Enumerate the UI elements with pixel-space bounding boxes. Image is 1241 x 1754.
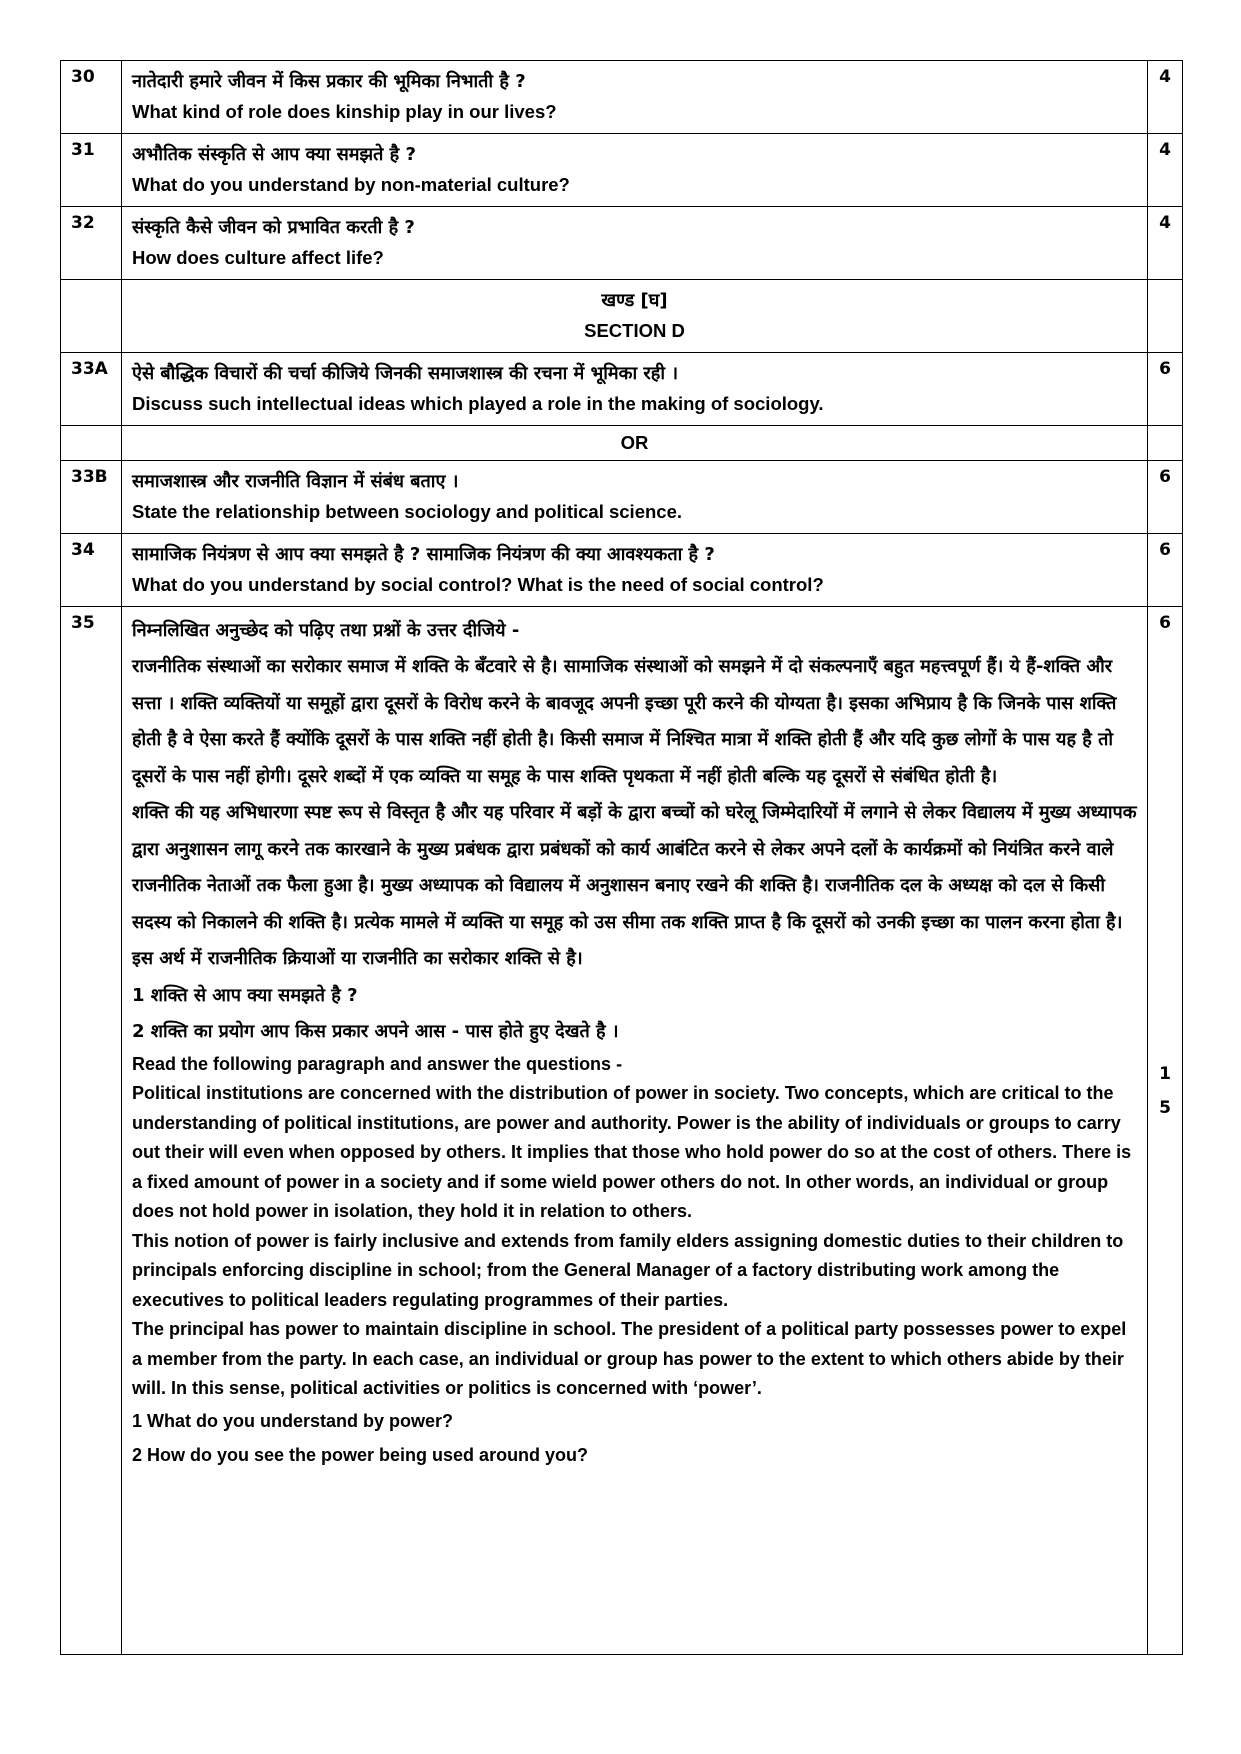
question-english: What kind of role does kinship play in our lives?: [132, 101, 557, 122]
question-row-30: [61, 61, 1183, 134]
question-hindi: अभौतिक संस्कृति से आप क्या समझते है ?: [132, 144, 416, 165]
question-hindi: संस्कृति कैसे जीवन को प्रभावित करती है ?: [132, 217, 415, 238]
passage-instruction-hindi: निम्नलिखित अनुच्छेद को पढ़िए तथा प्रश्नों के उत्तर दीजिये -: [132, 620, 520, 641]
question-marks: 6: [1148, 353, 1183, 426]
question-marks: 6: [1148, 461, 1183, 534]
section-heading-hindi: खण्ड [घ]: [601, 290, 668, 311]
or-label: OR: [122, 426, 1148, 461]
question-text: [122, 207, 1148, 280]
section-header-row: [61, 280, 1183, 353]
question-text: [122, 461, 1148, 534]
question-marks: 4: [1148, 61, 1183, 134]
question-text: [122, 607, 1148, 1655]
question-hindi: ऐसे बौद्धिक विचारों की चर्चा कीजिये जिनकी समाजशास्त्र की रचना में भूमिका रही ।: [132, 363, 679, 384]
passage-paragraph-hindi: राजनीतिक संस्थाओं का सरोकार समाज में शक्ति के बँटवारे से है। सामाजिक संस्थाओं को समझने में दो संकल्पनाएँ बहुत महत्त्वपूर्ण हैं। ये हैं-शक्ति और सत्ता । शक्ति व्यक्तियों या समूहों द्वारा दूसरों के विरोध करने के बावजूद अपनी इच्छा पूरी करने की योग्यता है। इसका अभिप्राय है कि जिनके पास शक्ति होती है वे ऐसा करते हैं क्योंकि दूसरों के पास शक्ति नहीं होती है। किसी समाज में निश्चित मात्रा में शक्ति होती हैं और यदि कुछ लोगों के पास यह है तो दूसरों के पास नहीं होगी। दूसरे शब्दों में एक व्यक्ति या समूह के पास शक्ति पृथकता में नहीं होती बल्कि यह दूसरों से संबंधित होती है।: [132, 656, 1117, 787]
passage-paragraph-english: Political institutions are concerned with the distribution of power in society. Two concepts, which are critical to the understanding of political institutions, are power and authority. Power is the ability of individuals or groups to carry out their will even when opposed by others. It implies that those who hold power do so at the cost of others. There is a fixed amount of power in a society and if some wield power others do not. In other words, an individual or group does not hold power in isolation, they hold it in relation to others.: [132, 1083, 1132, 1221]
question-english: What do you understand by social control? What is the need of social control?: [132, 574, 824, 595]
section-heading: [122, 280, 1148, 353]
question-marks: 4: [1148, 207, 1183, 280]
question-text: [122, 61, 1148, 134]
question-number: 33B: [61, 461, 122, 534]
empty-cell: [1148, 280, 1183, 353]
question-number: 33A: [61, 353, 122, 426]
question-english: What do you understand by non-material culture?: [132, 174, 570, 195]
question-hindi: सामाजिक नियंत्रण से आप क्या समझते है ? सामाजिक नियंत्रण की क्या आवश्यकता है ?: [132, 544, 715, 565]
question-row-31: [61, 134, 1183, 207]
question-marks-cell: [1148, 607, 1183, 1655]
passage-instruction-english: Read the following paragraph and answer the questions -: [132, 1053, 623, 1074]
sub-question-marks: [1158, 1057, 1172, 1125]
sub-marks-1: 1: [1159, 1064, 1171, 1084]
question-marks: 4: [1148, 134, 1183, 207]
question-text: [122, 534, 1148, 607]
sub-question-hindi: 2 शक्ति का प्रयोग आप किस प्रकार अपने आस - पास होते हुए देखते है ।: [132, 1020, 619, 1042]
passage-paragraph-hindi: शक्ति की यह अभिधारणा स्पष्ट रूप से विस्तृत है और यह परिवार में बड़ों के द्वारा बच्चों को घरेलू जिम्मेदारियों में लगाने से लेकर विद्यालय में मुख्य अध्यापक द्वारा अनुशासन लागू करने तक कारखाने के मुख्य प्रबंधक द्वारा प्रबंधकों को कार्य आबंटित करने से लेकर अपने दलों के कार्यक्रमों को नियंत्रित करने वाले राजनीतिक नेताओं तक फैला हुआ है। मुख्य अध्यापक को विद्यालय में अनुशासन बनाए रखने की शक्ति है। राजनीतिक दल के अध्यक्ष को दल से किसी सदस्य को निकालने की शक्ति है। प्रत्येक मामले में व्यक्ति या समूह को उस सीमा तक शक्ति प्राप्त है कि दूसरों को उनकी इच्छा का पालन करना होता है। इस अर्थ में राजनीतिक क्रियाओं या राजनीति का सरोकार शक्ति से है।: [132, 802, 1137, 969]
question-row-34: [61, 534, 1183, 607]
question-hindi: नातेदारी हमारे जीवन में किस प्रकार की भूमिका निभाती है ?: [132, 71, 526, 92]
question-english: Discuss such intellectual ideas which played a role in the making of sociology.: [132, 393, 824, 414]
question-marks: 6: [1148, 534, 1183, 607]
question-row-32: [61, 207, 1183, 280]
passage-paragraph-english: This notion of power is fairly inclusive and extends from family elders assigning domestic duties to their children to principals enforcing discipline in school; from the General Manager of a factory distributing work among the executives to political leaders regulating programmes of their parties.: [132, 1230, 1124, 1310]
empty-cell: [1148, 426, 1183, 461]
question-text: [122, 353, 1148, 426]
passage-paragraph-english: The principal has power to maintain discipline in school. The president of a political party possesses power to expel a member from the party. In each case, an individual or group has power to the extent to which others abide by their will. In this sense, political activities or politics is concerned with ‘power’.: [132, 1319, 1127, 1398]
question-row-33b: [61, 461, 1183, 534]
question-number: 35: [61, 607, 122, 1655]
question-number: 32: [61, 207, 122, 280]
section-heading-english: SECTION D: [584, 320, 685, 341]
or-row: [61, 426, 1183, 461]
question-english: State the relationship between sociology and political science.: [132, 501, 682, 522]
sub-marks-2: 5: [1159, 1098, 1171, 1118]
empty-cell: [61, 426, 122, 461]
question-marks: 6: [1159, 613, 1171, 633]
question-table: [60, 60, 1183, 1655]
question-number: 34: [61, 534, 122, 607]
question-row-35: [61, 607, 1183, 1655]
question-number: 31: [61, 134, 122, 207]
sub-question-english: 1 What do you understand by power?: [132, 1410, 454, 1431]
question-row-33a: [61, 353, 1183, 426]
sub-question-english: 2 How do you see the power being used around you?: [132, 1444, 589, 1465]
sub-question-hindi: 1 शक्ति से आप क्या समझते है ?: [132, 984, 358, 1006]
question-hindi: समाजशास्त्र और राजनीति विज्ञान में संबंध बताए ।: [132, 471, 459, 492]
empty-cell: [61, 280, 122, 353]
question-number: 30: [61, 61, 122, 134]
question-text: [122, 134, 1148, 207]
question-english: How does culture affect life?: [132, 247, 384, 268]
